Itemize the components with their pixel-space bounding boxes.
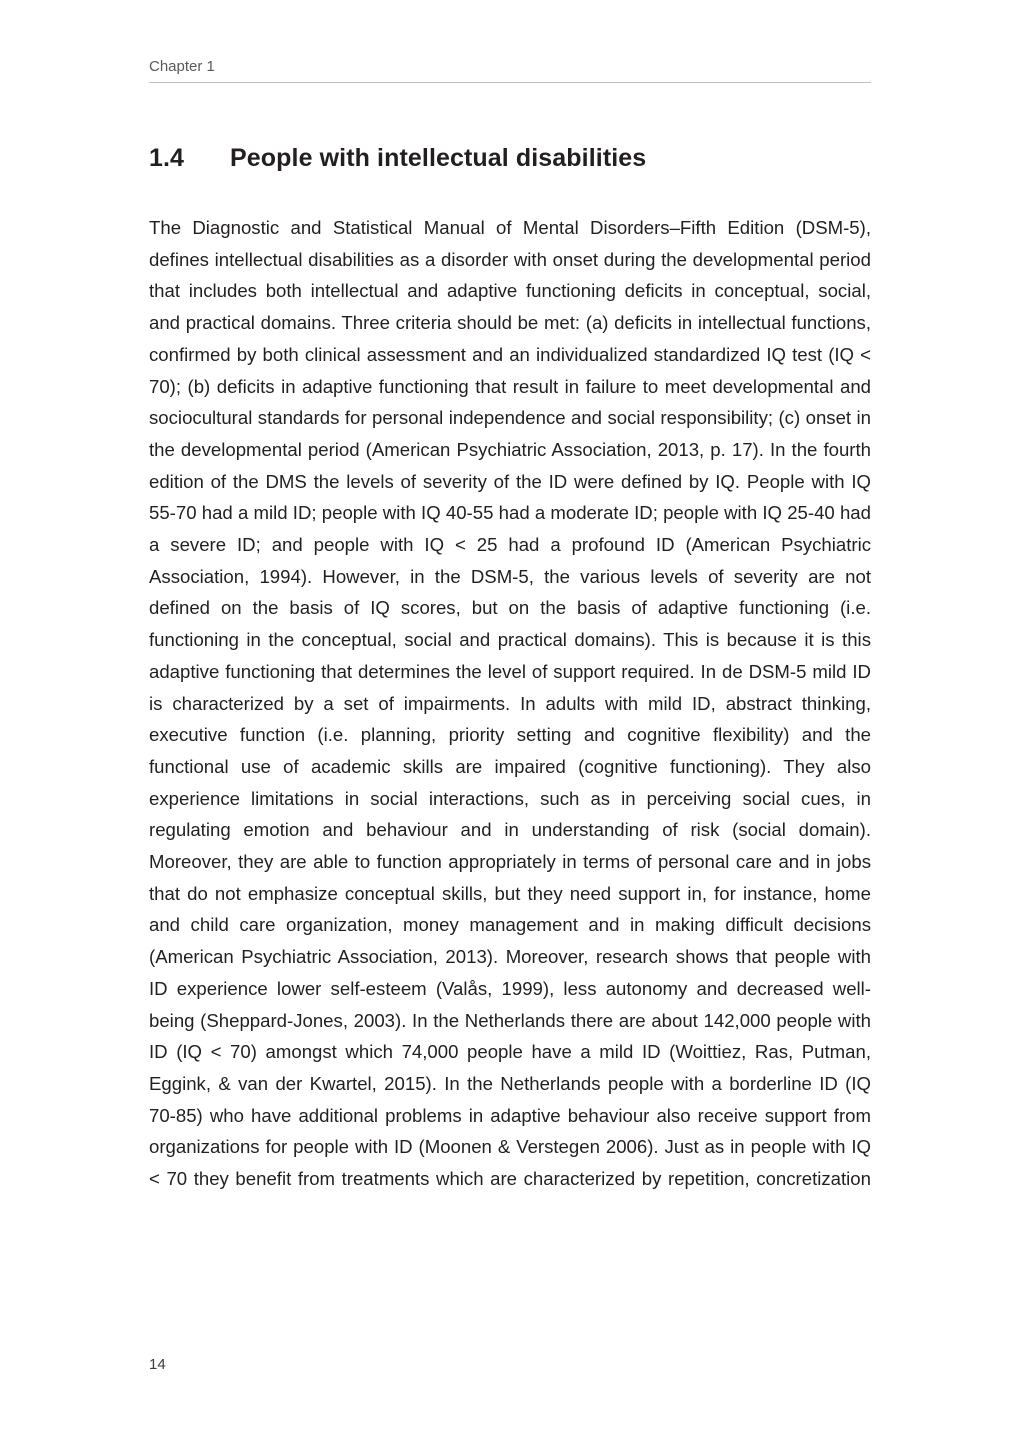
section-title: People with intellectual disabilities	[230, 144, 647, 172]
page-number: 14	[149, 1356, 166, 1373]
section-heading	[149, 144, 871, 173]
chapter-label: Chapter 1	[149, 58, 215, 75]
running-header	[149, 58, 871, 83]
section-number: 1.4	[149, 144, 185, 172]
body-paragraph: The Diagnostic and Statistical Manual of Mental Disorders–Fifth Edition (DSM-5), defines intellectual disabilities as a disorder with onset during the developmental period that includes both intellectual and adaptive functioning deficits in conceptual, social, and practical domains. Three criteria should be met: (a) deficits in intellectual functions, confirmed by both clinical assessment and an individualized standardized IQ test (IQ < 70); (b) deficits in adaptive functioning that result in failure to meet developmental and sociocultural standards for personal independence and social responsibility; (c) onset in the developmental period (American Psychiatric Association, 2013, p. 17). In the fourth edition of the DMS the levels of severity of the ID were defined by IQ. People with IQ 55-70 had a mild ID; people with IQ 40-55 had a moderate ID; people with IQ 25-40 had a severe ID; and people with IQ < 25 had a profound ID (American Psychiatric Association, 1994). However, in the DSM-5, the various levels of severity are not defined on the basis of IQ scores, but on the basis of adaptive functioning (i.e. functioning in the conceptual, social and practical domains). This is because it is this adaptive functioning that determines the level of support required. In de DSM-5 mild ID is characterized by a set of impairments. In adults with mild ID, abstract thinking, executive function (i.e. planning, priority setting and cognitive flexibility) and the functional use of academic skills are impaired (cognitive functioning). They also experience limitations in social interactions, such as in perceiving social cues, in regulating emotion and behaviour and in understanding of risk (social domain). Moreover, they are able to function appropriately in terms of personal care and in jobs that do not emphasize conceptual skills, but they need support in, for instance, home and child care organization, money management and in making difficult decisions (American Psychiatric Association, 2013). Moreover, research shows that people with ID experience lower self-esteem (Valås, 1999), less autonomy and decreased well-being (Sheppard-Jones, 2003). In the Netherlands there are about 142,000 people with ID (IQ < 70) amongst which 74,000 people have a mild ID (Woittiez, Ras, Putman, Eggink, & van der Kwartel, 2015). In the Netherlands people with a borderline ID (IQ 70-85) who have additional problems in adaptive behaviour also receive support from organizations for people with ID (Moonen & Verstegen 2006). Just as in people with IQ < 70 they benefit from treatments which are characterized by repetition, concretization	[149, 217, 871, 1190]
